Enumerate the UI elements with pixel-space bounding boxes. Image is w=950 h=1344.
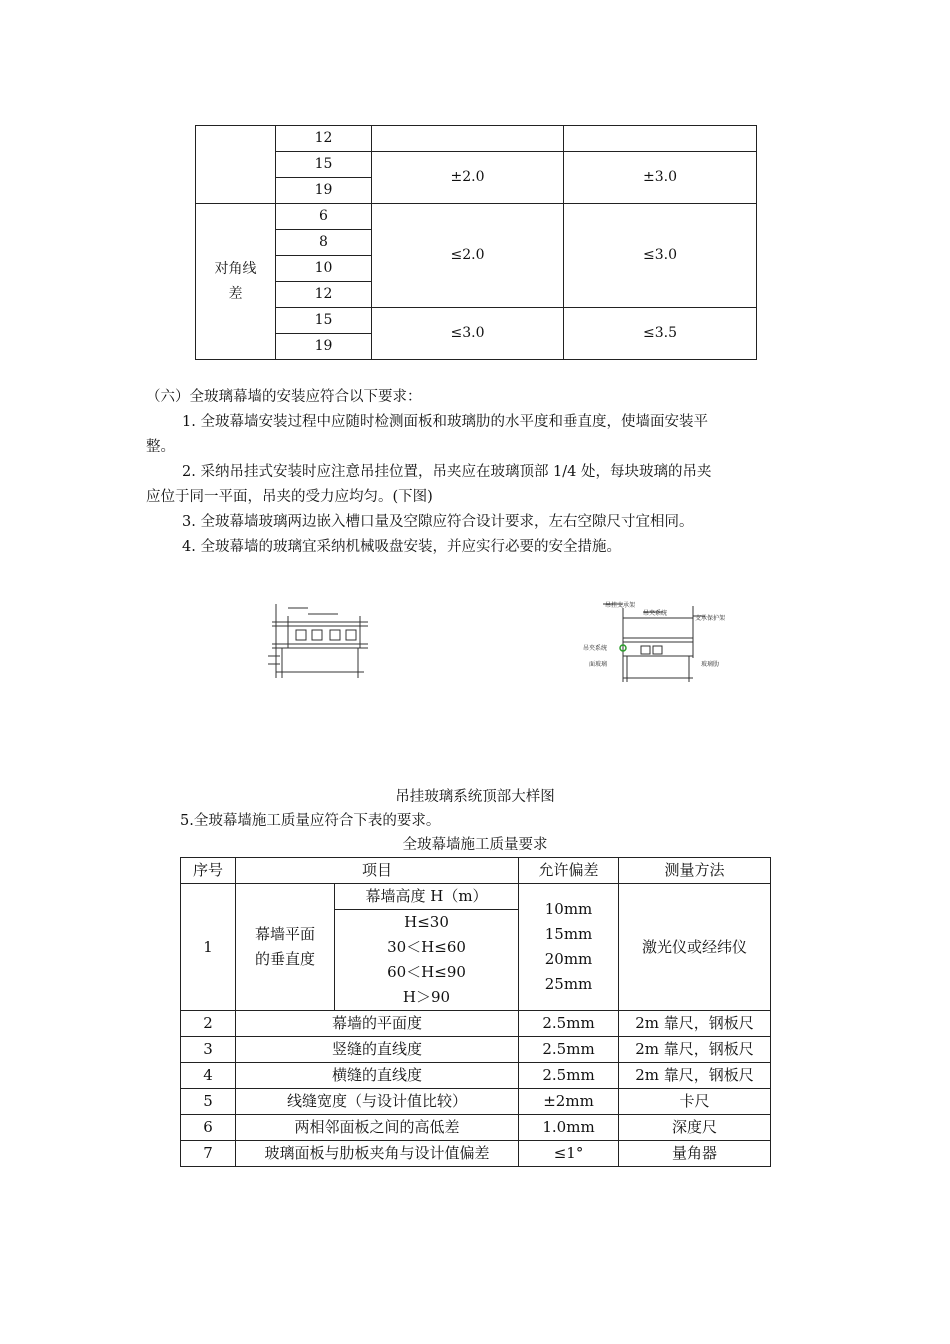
row-method: 深度尺 xyxy=(619,1115,771,1141)
header-item: 项目 xyxy=(236,858,519,884)
row-label-diagonal xyxy=(196,204,276,360)
item-1: 1. 全玻幕墙安装过程中应随时检测面板和玻璃肋的水平度和垂直度，使墙面安装平 xyxy=(182,414,708,430)
figure-label: 玻璃肋 xyxy=(701,661,720,668)
right-detail-drawing xyxy=(583,598,743,684)
row-tolerance: 1.0mm xyxy=(519,1115,619,1141)
tolerance-cell xyxy=(372,126,564,152)
row-item: 玻璃面板与肋板夹角与设计值偏差 xyxy=(236,1141,519,1167)
table-row xyxy=(181,1011,771,1037)
range-value: 30＜H≤60 xyxy=(387,938,466,956)
thickness-cell: 8 xyxy=(276,230,372,256)
row-item: 横缝的直线度 xyxy=(236,1063,519,1089)
figure-label: 支承保护架 xyxy=(695,615,726,622)
item-1-cont: 整。 xyxy=(146,439,175,455)
row-no: 7 xyxy=(181,1141,236,1167)
row-item: 幕墙的平面度 xyxy=(236,1011,519,1037)
tolerance-cell: ≤2.0 xyxy=(372,204,564,308)
tol-value: 15mm xyxy=(544,925,593,943)
row-tolerance: ≤1° xyxy=(519,1141,619,1167)
table-row xyxy=(181,1115,771,1141)
table-row xyxy=(181,1037,771,1063)
header-method: 测量方法 xyxy=(619,858,771,884)
row-no: 3 xyxy=(181,1037,236,1063)
item-2-cont: 应位于同一平面，吊夹的受力应均匀。(下图) xyxy=(146,489,433,505)
header-no: 序号 xyxy=(181,858,236,884)
label-line: 对角线 xyxy=(214,260,257,277)
row-no: 1 xyxy=(181,884,236,1011)
tolerance-cell: ±3.0 xyxy=(564,152,757,204)
table-row xyxy=(181,1063,771,1089)
item-3: 3. 全玻幕墙玻璃两边嵌入槽口量及空隙应符合设计要求，左右空隙尺寸宜相同。 xyxy=(182,514,694,530)
tol-value: 20mm xyxy=(544,950,593,968)
tolerance-cell: ≤3.5 xyxy=(564,308,757,360)
row-no: 6 xyxy=(181,1115,236,1141)
row-method: 2m 靠尺，钢板尺 xyxy=(619,1037,771,1063)
row-no: 2 xyxy=(181,1011,236,1037)
tol-value: 10mm xyxy=(544,900,593,918)
range-value: H≤30 xyxy=(404,913,449,931)
row-method: 2m 靠尺，钢板尺 xyxy=(619,1011,771,1037)
row-item: 线缝宽度（与设计值比较） xyxy=(236,1089,519,1115)
tolerance-cell xyxy=(564,126,757,152)
row-method: 2m 靠尺，钢板尺 xyxy=(619,1063,771,1089)
tol-value: 25mm xyxy=(544,975,593,993)
item-5: 5.全玻幕墙施工质量应符合下表的要求。 xyxy=(180,813,441,829)
row-label-empty xyxy=(196,126,276,204)
figure-label: 面玻璃 xyxy=(589,661,608,668)
item-line: 幕墙平面 xyxy=(254,925,315,943)
row-method: 量角器 xyxy=(619,1141,771,1167)
section-heading: （六）全玻璃幕墙的安装应符合以下要求： xyxy=(146,389,422,405)
table-title: 全玻幕墙施工质量要求 xyxy=(402,837,548,853)
left-detail-drawing xyxy=(268,600,378,680)
table-row xyxy=(181,1089,771,1115)
thickness-cell: 19 xyxy=(276,178,372,204)
thickness-cell: 19 xyxy=(276,334,372,360)
thickness-cell: 12 xyxy=(276,126,372,152)
figure-label: 吊挂支承架 xyxy=(605,602,636,609)
table-row xyxy=(181,1141,771,1167)
range-value: 60＜H≤90 xyxy=(387,963,466,981)
row-no: 5 xyxy=(181,1089,236,1115)
sub-ranges xyxy=(335,910,519,1011)
row-item: 两相邻面板之间的高低差 xyxy=(236,1115,519,1141)
thickness-cell: 15 xyxy=(276,308,372,334)
item-2: 2. 采纳吊挂式安装时应注意吊挂位置，吊夹应在玻璃顶部 1/4 处，每块玻璃的吊夹 xyxy=(182,464,712,480)
tolerance-cell: ≤3.0 xyxy=(564,204,757,308)
tolerance-cell: ±2.0 xyxy=(372,152,564,204)
figure-label: 吊夹系统 xyxy=(583,645,608,652)
row-tolerance: ±2mm xyxy=(519,1089,619,1115)
row-tolerance: 2.5mm xyxy=(519,1011,619,1037)
thickness-cell: 6 xyxy=(276,204,372,230)
figure-label: 吊夹系统 xyxy=(643,610,668,617)
thickness-cell: 10 xyxy=(276,256,372,282)
row-no: 4 xyxy=(181,1063,236,1089)
range-value: H＞90 xyxy=(402,988,451,1006)
label-line: 差 xyxy=(228,285,243,302)
item-4: 4. 全玻幕墙的玻璃宜采纳机械吸盘安装，并应实行必要的安全措施。 xyxy=(182,539,621,555)
row-method: 卡尺 xyxy=(619,1089,771,1115)
row-item: 竖缝的直线度 xyxy=(236,1037,519,1063)
tolerance-table xyxy=(195,125,757,360)
row-tolerance: 2.5mm xyxy=(519,1063,619,1089)
header-tolerance: 允许偏差 xyxy=(519,858,619,884)
quality-table xyxy=(180,857,771,1167)
figure-caption: 吊挂玻璃系统顶部大样图 xyxy=(395,789,555,805)
row-tolerance xyxy=(519,884,619,1011)
row-item xyxy=(236,884,335,1011)
tolerance-cell: ≤3.0 xyxy=(372,308,564,360)
row-tolerance: 2.5mm xyxy=(519,1037,619,1063)
thickness-cell: 15 xyxy=(276,152,372,178)
thickness-cell: 12 xyxy=(276,282,372,308)
row-method: 激光仪或经纬仪 xyxy=(619,884,771,1011)
item-line: 的垂直度 xyxy=(254,950,315,968)
sub-header: 幕墙高度 H（m） xyxy=(335,884,519,910)
